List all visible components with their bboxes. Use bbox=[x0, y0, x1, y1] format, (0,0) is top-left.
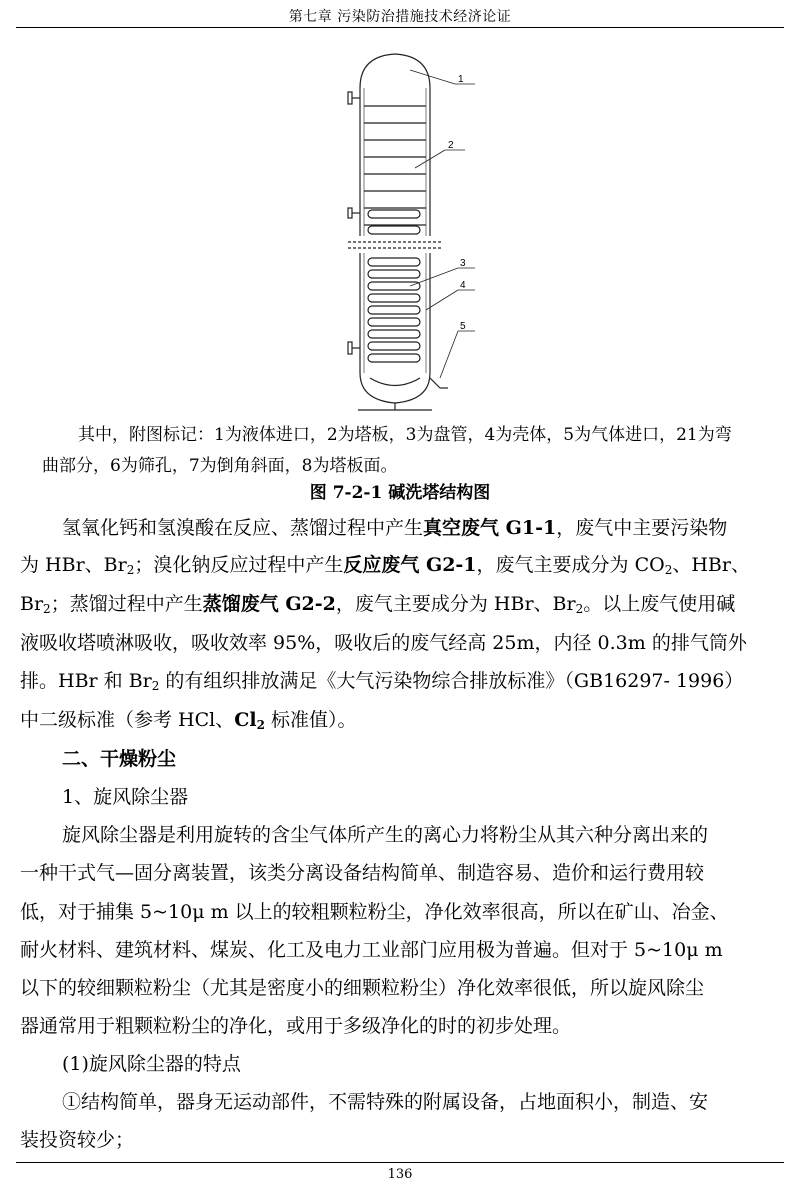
tower-top-head bbox=[360, 54, 430, 88]
tower-structure-figure bbox=[340, 48, 500, 413]
para1-line5: 排。HBr 和 $Br_2$ 的有组织排放满足《大气污染物综合排放标准》（GB16297- 1996） bbox=[20, 670, 744, 693]
page-header: 第七章 污染防治措施技术经济论证 bbox=[288, 9, 512, 25]
section2-para-line1: 旋风除尘器是利用旋转的含尘气体所产生的离心力将粉尘从其六种分离出来的 bbox=[62, 824, 709, 846]
para1-line3: $Br_2$；蒸馏过程中产生蒸馏废气 G2-2，废气主要成分为 HBr、$Br_2$。以上废气使用碱 bbox=[20, 593, 736, 616]
section-heading: 二、干燥粉尘 bbox=[62, 748, 177, 770]
subsection-title: 1、旋风除尘器 bbox=[62, 786, 189, 808]
header-rule bbox=[16, 27, 784, 28]
footer-rule bbox=[16, 1162, 784, 1163]
callout-2: 2 bbox=[448, 140, 454, 151]
para1-line4: 液吸收塔喷淋吸收，吸收效率 95%，吸收后的废气经高 25m，内径 0.3m 的排气筒外 bbox=[20, 632, 747, 654]
section2-para-line5: 以下的较细颗粒粉尘（尤其是密度小的细颗粒粉尘）净化效率很低，所以旋风除尘 bbox=[20, 977, 705, 999]
callout-5: 5 bbox=[460, 321, 466, 332]
figure-caption: 图 7-2-1 碱洗塔结构图 bbox=[309, 483, 491, 503]
section2-para-line4: 耐火材料、建筑材料、煤炭、化工及电力工业部门应用极为普遍。但对于 5~10μ m bbox=[20, 939, 723, 961]
feature-item1-line1: ①结构简单，器身无运动部件，不需特殊的附属设备，占地面积小，制造、安 bbox=[62, 1091, 709, 1113]
para1-line6: 中二级标准（参考 HCl、$Cl_2$ 标准值）。 bbox=[20, 709, 357, 732]
section2-para-line2: 一种干式气—固分离装置，该类分离设备结构简单、制造容易、造价和运行费用较 bbox=[20, 862, 705, 884]
callout-4: 4 bbox=[460, 280, 466, 291]
section2-para-line3: 低，对于捕集 5~10μ m 以上的较粗颗粒粉尘，净化效率很高，所以在矿山、冶金、 bbox=[20, 901, 729, 923]
para1-line1: 氢氧化钙和氢溴酸在反应、蒸馏过程中产生真空废气 G1-1，废气中主要污染物 bbox=[62, 517, 728, 539]
section2-para-line6: 器通常用于粗颗粒粉尘的净化，或用于多级净化的时的初步处理。 bbox=[20, 1015, 572, 1037]
callout-1: 1 bbox=[458, 74, 464, 85]
callout-3: 3 bbox=[460, 258, 466, 269]
figure-note-line2: 曲部分，6为筛孔，7为倒角斜面，8为塔板面。 bbox=[42, 456, 398, 476]
tower-bottom-head bbox=[360, 373, 430, 403]
feature-item1-line2: 装投资较少； bbox=[20, 1129, 135, 1151]
para1-line2: 为 HBr、$Br_2$；溴化钠反应过程中产生反应废气 G2-1，废气主要成分为 $CO_2$、HBr、 bbox=[20, 554, 750, 577]
figure-note-line1: 其中，附图标记：1为液体进口，2为塔板，3为盘管，4为壳体，5为气体进口，21为弯 bbox=[78, 425, 732, 445]
page-number: 136 bbox=[387, 1167, 413, 1182]
features-title: (1)旋风除尘器的特点 bbox=[62, 1053, 241, 1075]
